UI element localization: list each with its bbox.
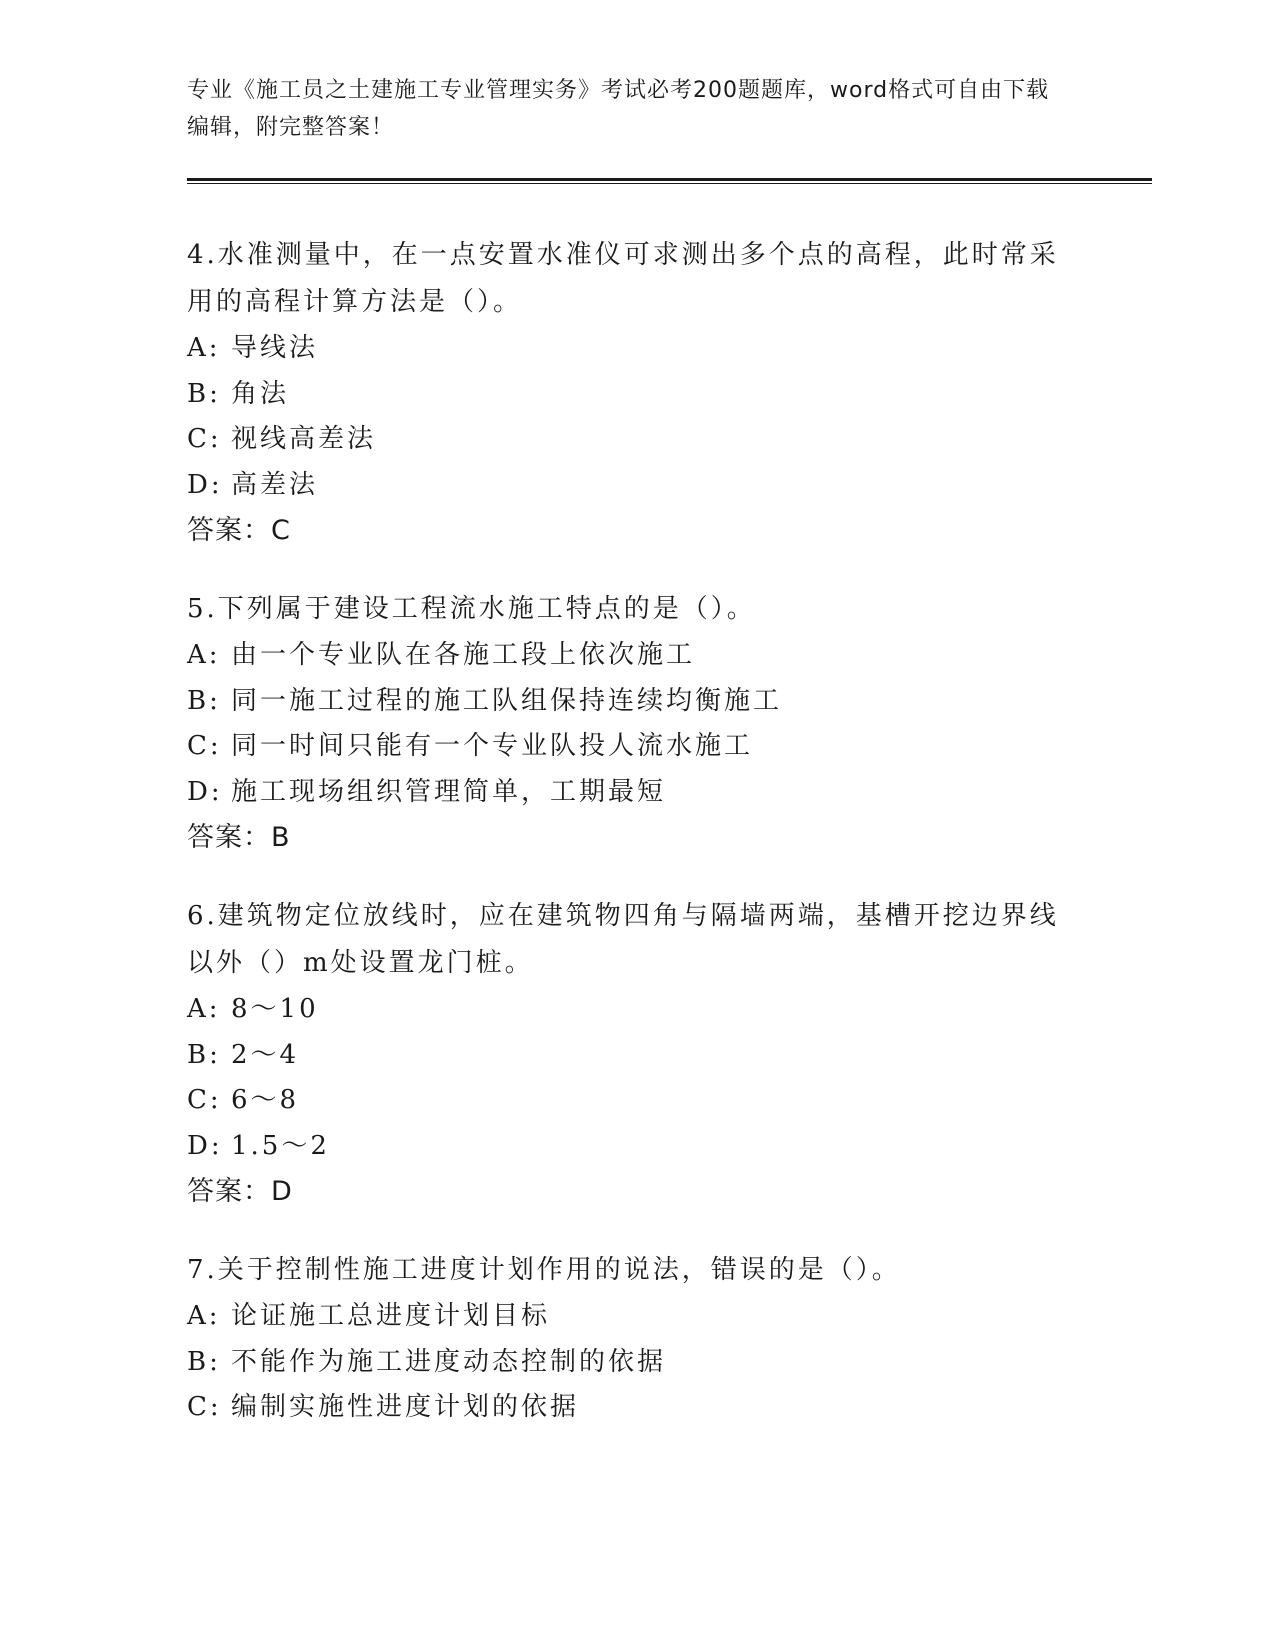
option-letter: A: [187,1301,221,1331]
option-text: 8～10 [231,994,319,1024]
question-stem: 7.关于控制性施工进度计划作用的说法，错误的是（）。 [187,1255,901,1285]
option-text: 导线法 [231,333,319,363]
option-letter: D: [187,469,223,500]
option-letter: A: [187,333,221,363]
header-divider [187,178,1152,184]
option-letter: A: [187,994,221,1024]
option-text: 由一个专业队在各施工段上依次施工 [231,640,696,670]
option-letter: B: [187,1346,221,1377]
option-c [187,1078,1087,1124]
option-c [187,1385,1087,1431]
option-b [187,372,1087,418]
option-text: 视线高差法 [231,424,377,454]
option-letter: C: [187,731,222,761]
question-4 [187,232,1087,554]
option-text: 角法 [231,378,290,409]
option-letter: B: [187,685,221,716]
question-stem: 6.建筑物定位放线时，应在建筑物四角与隔墙两端，基槽开挖边界线以外（）m处设置龙门桩。 [187,901,1059,978]
question-5 [187,586,1087,861]
answer-line: 答案：C [187,515,291,546]
option-text: 2～4 [231,1039,300,1070]
answer-line: 答案：D [187,1176,293,1207]
option-d [187,463,1087,509]
option-d [187,770,1087,816]
option-text: 论证施工总进度计划目标 [231,1301,551,1331]
document-header: 专业《施工员之土建施工专业管理实务》考试必考200题题库，word格式可自由下载编辑，附完整答案！ [187,78,1050,140]
option-letter: A: [187,640,221,670]
option-d [187,1124,1087,1170]
option-letter: D: [187,1130,223,1161]
option-letter: C: [187,1085,222,1115]
option-a [187,987,1087,1033]
answer-line: 答案：B [187,822,291,853]
option-text: 高差法 [231,469,319,500]
option-letter: D: [187,776,223,807]
option-a [187,1294,1087,1340]
question-list [187,232,1087,1463]
question-stem: 5.下列属于建设工程流水施工特点的是（）。 [187,594,756,624]
option-c [187,417,1087,463]
option-text: 编制实施性进度计划的依据 [231,1392,580,1422]
option-b [187,679,1087,725]
option-c [187,724,1087,770]
option-b [187,1033,1087,1079]
option-letter: B: [187,378,221,409]
question-7 [187,1247,1087,1431]
option-text: 6～8 [231,1085,300,1115]
question-stem: 4.水准测量中，在一点安置水准仪可求测出多个点的高程，此时常采用的高程计算方法是（）。 [187,240,1059,317]
question-6 [187,893,1087,1215]
option-text: 不能作为施工进度动态控制的依据 [231,1346,667,1377]
option-b [187,1340,1087,1386]
option-a [187,326,1087,372]
option-a [187,633,1087,679]
option-letter: C: [187,1392,222,1422]
option-text: 施工现场组织管理简单，工期最短 [231,776,667,807]
option-letter: C: [187,424,222,454]
option-letter: B: [187,1039,221,1070]
option-text: 同一施工过程的施工队组保持连续均衡施工 [231,685,783,716]
option-text: 1.5～2 [231,1130,330,1161]
option-text: 同一时间只能有一个专业队投人流水施工 [231,731,754,761]
